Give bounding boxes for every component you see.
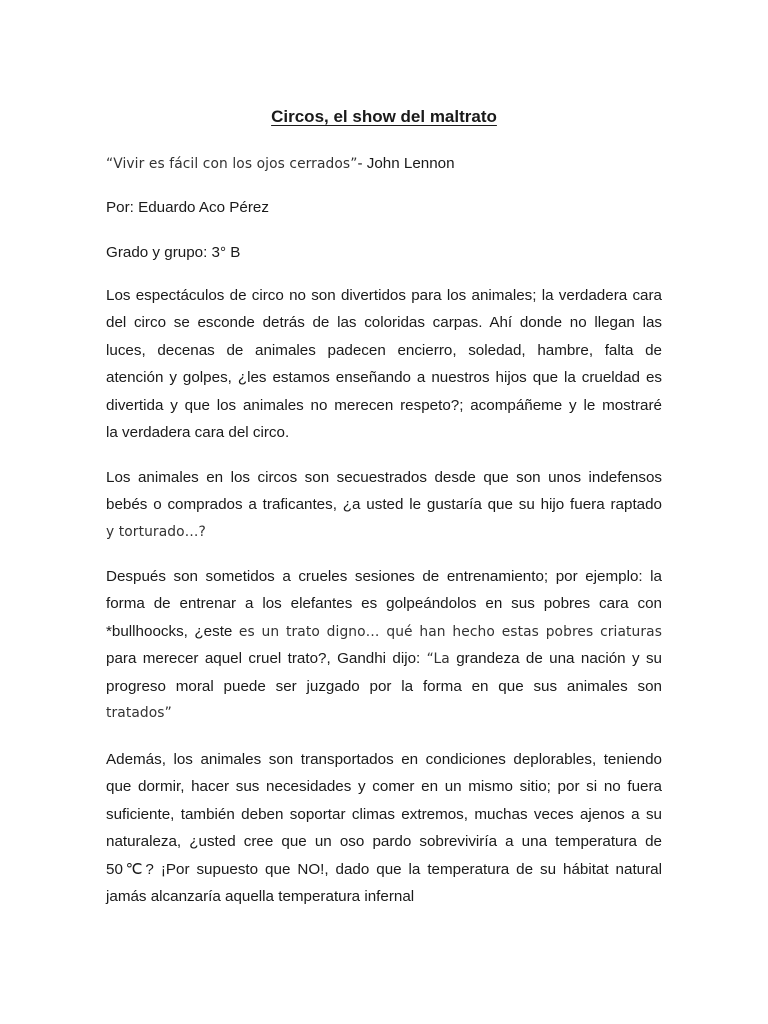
paragraph-line: Los animales en los circos son secuestrados desde que son unos indefensos [106,469,662,486]
paragraph-line-mixed [106,645,662,672]
paragraph-line: 50℃? ¡Por supuesto que NO!, dado que la temperatura de su hábitat natural [106,860,662,878]
paragraph-1 [106,282,662,446]
paragraph-3 [106,563,662,727]
grade-line: Grado y grupo: 3° B [106,244,241,261]
epigraph-dash: - [357,155,367,172]
paragraph-line: progreso moral puede ser juzgado por la forma en que sus animales son [106,677,662,695]
text-run-thin: “La [426,651,450,668]
paragraph-line: forma de entrenar a los elefantes es golpeándolos en sus pobres cara con [106,595,662,613]
epigraph-author: John Lennon [366,155,455,172]
paragraph-line: del circo se esconde detrás de las coloridas carpas. Ahí donde no llegan las [106,314,662,332]
text-run-thin: es un trato digno… qué han hecho estas pobres criaturas [238,623,662,640]
paragraph-line: jamás alcanzaría aquella temperatura infernal [106,887,415,905]
paragraph-line: suficiente, también deben soportar climas extremos, muchas veces ajenos a su [106,805,662,823]
paragraph-line: atención y golpes, ¿les estamos enseñando a nuestros hijos que la crueldad es [106,369,662,387]
paragraph-line: Los espectáculos de circo no son divertidos para los animales; la verdadera cara [106,287,662,304]
paragraph-line: divertida y que los animales no merecen respeto?; acompáñeme y le mostraré [106,396,662,414]
paragraph-4 [106,746,662,910]
paragraph-line: Después son sometidos a crueles sesiones de entrenamiento; por ejemplo: la [106,568,662,585]
paragraph-line: bebés o comprados a traficantes, ¿a usted le gustaría que su hijo fuera raptado [106,496,662,514]
paragraph-line: y torturado…? [106,523,206,540]
paragraph-line-mixed [106,618,662,645]
paragraph-line: que dormir, hacer sus necesidades y comer en un mismo sitio; por si no fuera [106,778,662,796]
paragraph-line: luces, decenas de animales padecen encierro, soledad, hambre, falta de [106,341,662,359]
paragraph-2 [106,464,662,546]
document-title: Circos, el show del maltrato [271,107,497,126]
paragraph-line: tratados” [106,704,172,721]
author-line: Por: Eduardo Aco Pérez [106,199,269,216]
text-run: para merecer aquel cruel trato?, Gandhi dijo: [106,650,427,668]
text-run: *bullhoocks, ¿este [106,622,239,640]
paragraph-line: la verdadera cara del circo. [106,423,290,441]
text-run: grandeza de una nación y su [449,650,662,668]
paragraph-line: naturaleza, ¿usted cree que un oso pardo sobreviviría a una temperatura de [106,833,662,851]
paragraph-line: Además, los animales son transportados en condiciones deplorables, teniendo [106,751,662,768]
epigraph-quote: “Vivir es fácil con los ojos cerrados” [106,156,358,172]
epigraph [106,154,455,174]
